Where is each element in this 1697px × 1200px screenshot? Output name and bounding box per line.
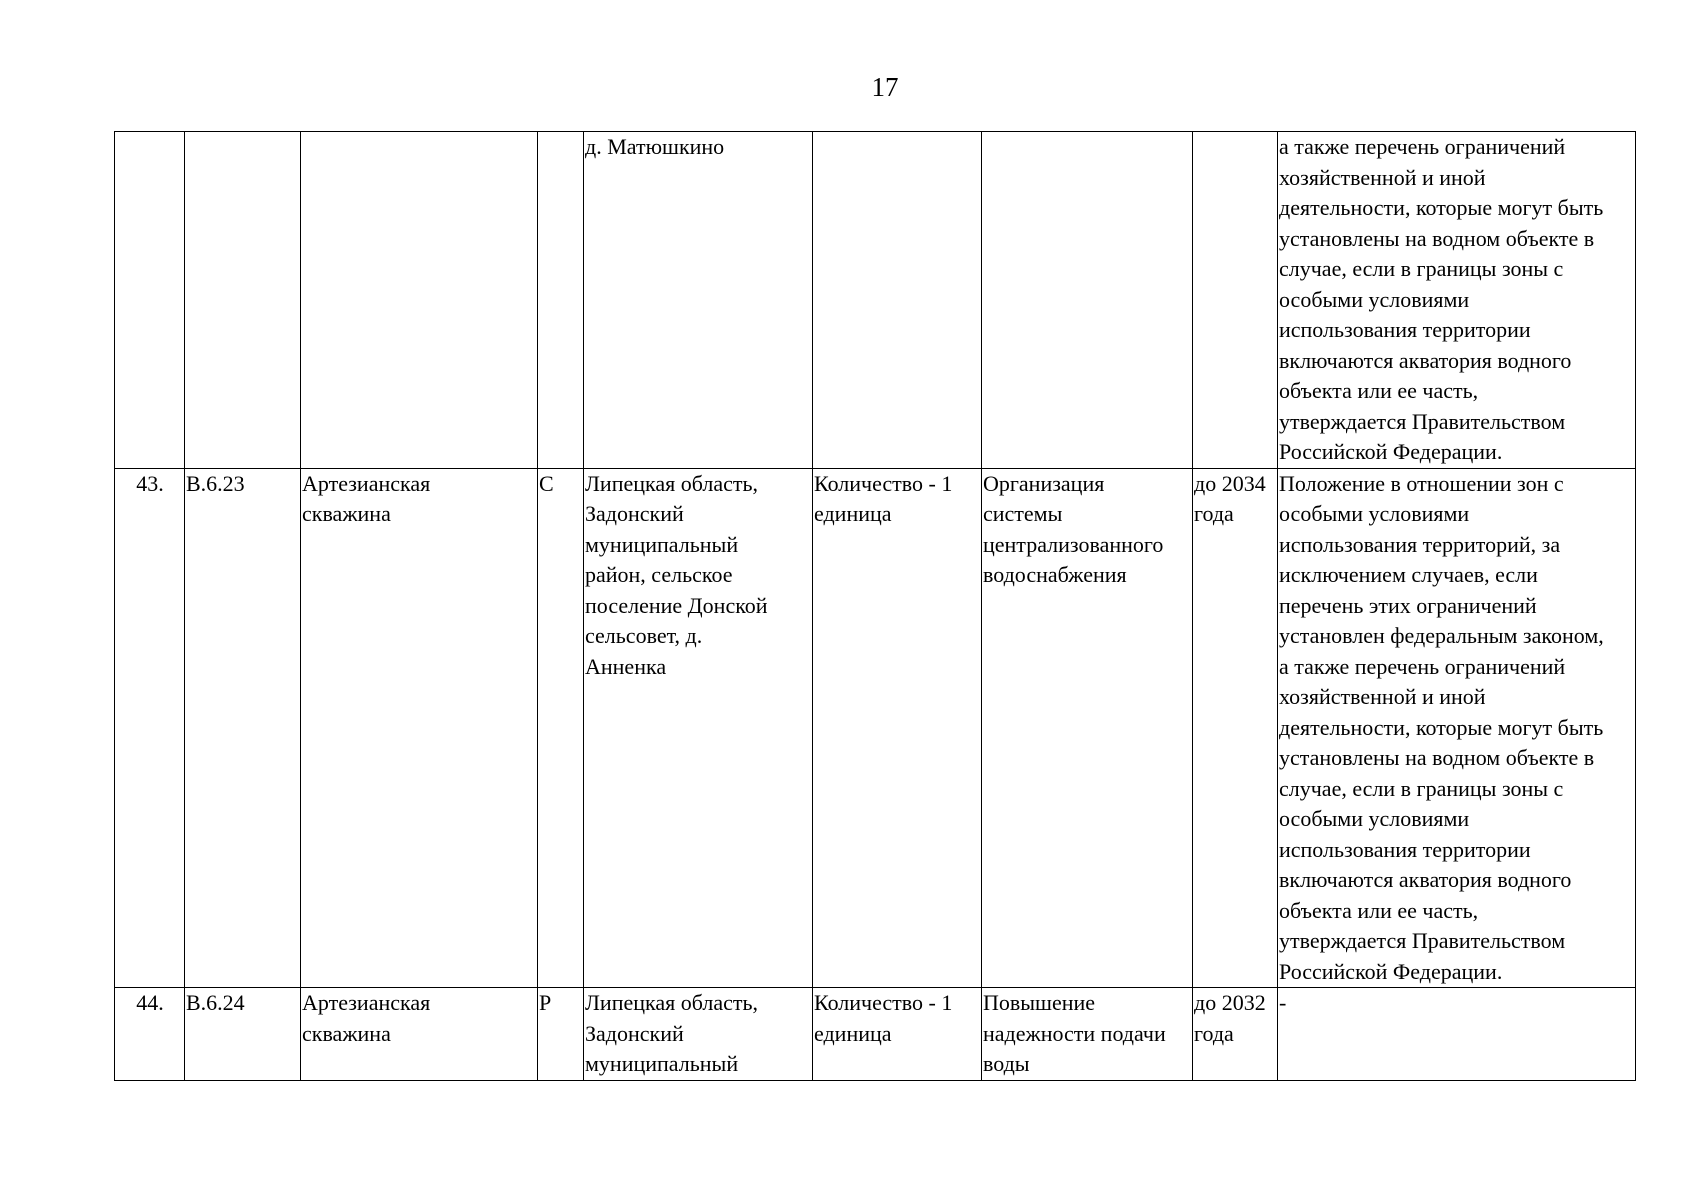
purpose-cell <box>982 132 1193 469</box>
row-number-cell: 43. <box>115 468 185 988</box>
characteristics-cell: Количество - 1 единица <box>813 988 982 1081</box>
name-cell: Артезианская скважина <box>301 468 538 988</box>
location-cell: Липецкая область, Задонский муниципальный район, сельское поселение Донской сельсовет, д. Анненка <box>584 468 813 988</box>
purpose-cell: Повышение надежности подачи воды <box>982 988 1193 1081</box>
row-number-cell: 44. <box>115 988 185 1081</box>
table-row <box>115 988 1636 1081</box>
zone-cell: - <box>1278 988 1636 1081</box>
term-cell <box>1193 132 1278 469</box>
zone-cell: Положение в отношении зон с особыми условиями использования территорий, за исключением случаев, если перечень этих ограничений установлен федеральным законом, а также перечень ограничений хозяйственной и иной деятельности, которые могут быть установлены на водном объекте в случае, если в границы зоны с особыми условиями использования территории включаются акватория водного объекта или ее часть, утверждается Правительством Российской Федерации. <box>1278 468 1636 988</box>
status-cell: С <box>538 468 584 988</box>
code-cell <box>185 132 301 469</box>
name-cell: Артезианская скважина <box>301 988 538 1081</box>
code-cell: В.6.23 <box>185 468 301 988</box>
characteristics-cell: Количество - 1 единица <box>813 468 982 988</box>
term-cell: до 2032 года <box>1193 988 1278 1081</box>
zone-cell: а также перечень ограничений хозяйственной и иной деятельности, которые могут быть установлены на водном объекте в случае, если в границы зоны с особыми условиями использования территории включаются акватория водного объекта или ее часть, утверждается Правительством Российской Федерации. <box>1278 132 1636 469</box>
name-cell <box>301 132 538 469</box>
term-cell: до 2034 года <box>1193 468 1278 988</box>
table-row <box>115 132 1636 469</box>
objects-table <box>114 131 1636 1081</box>
code-cell: В.6.24 <box>185 988 301 1081</box>
location-cell: Липецкая область, Задонский муниципальный <box>584 988 813 1081</box>
location-cell: д. Матюшкино <box>584 132 813 469</box>
characteristics-cell <box>813 132 982 469</box>
page-number: 17 <box>871 72 899 102</box>
status-cell: Р <box>538 988 584 1081</box>
status-cell <box>538 132 584 469</box>
purpose-cell: Организация системы централизованного водоснабжения <box>982 468 1193 988</box>
row-number-cell <box>115 132 185 469</box>
table-row <box>115 468 1636 988</box>
